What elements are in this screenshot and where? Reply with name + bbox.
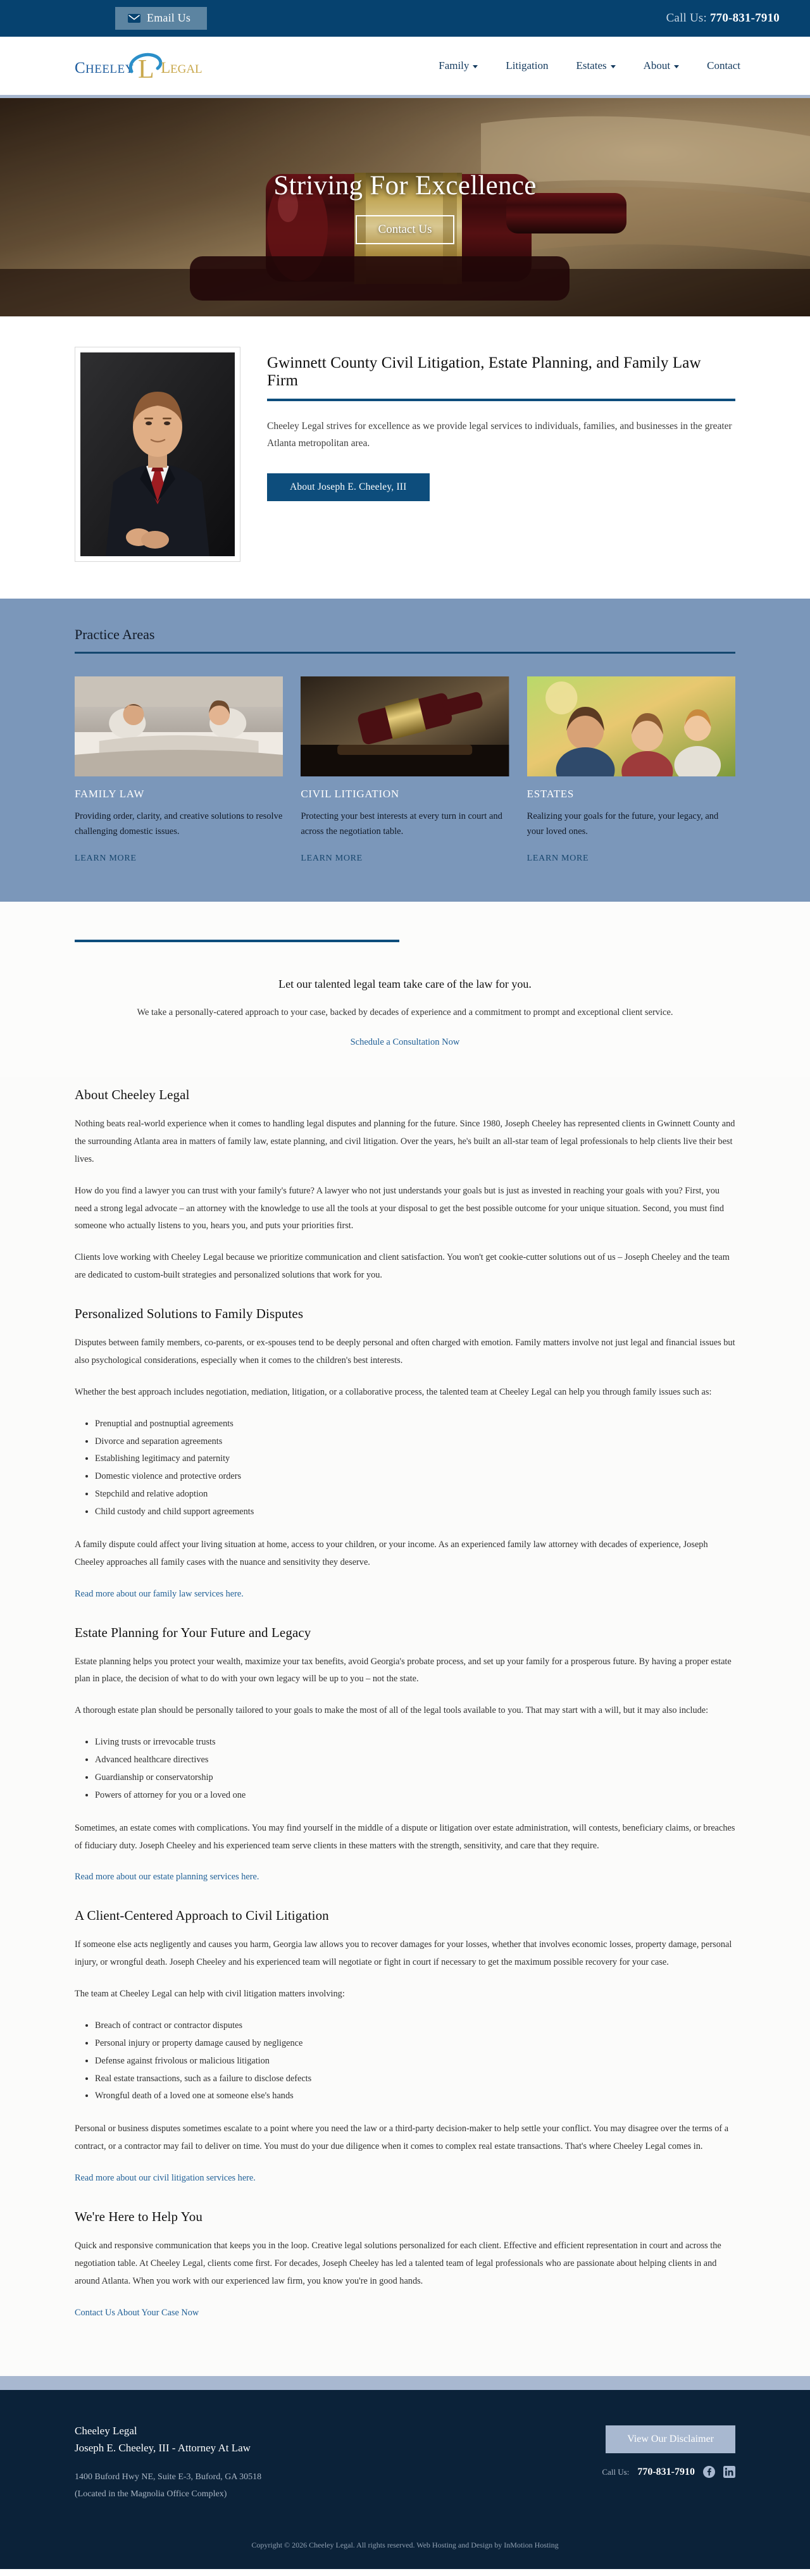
about-paragraph-1: Nothing beats real-world experience when it comes to handling legal disputes and planning for the future. Since 1980, Joseph Cheeley has represented clients in Gwinnett County and the surrounding Atlanta area in matters of family law, estate planning, and civil litigation. Over the years, he's built an all-star team of legal professionals to help clients live their best lives. xyxy=(75,1119,735,1164)
nav-label-about: About xyxy=(643,59,671,72)
list-item: • Living trusts or irrevocable trusts xyxy=(95,1734,735,1752)
estate-heading: Estate Planning for Your Future and Legacy xyxy=(75,1624,311,1640)
svg-text:EGAL: EGAL xyxy=(170,63,202,76)
estate-paragraph-3: Sometimes, an estate comes with complications. You may find yourself in the middle of a dispute or litigation over estate administration, will contests, beneficiary claims, or breaches of fiduciary duty. Joseph Cheeley and his experienced team serve clients in these matters with the strength, sensitivity, and care that they require. xyxy=(75,1822,735,1851)
contact-us-case-link[interactable]: Contact Us About Your Case Now xyxy=(75,2307,199,2318)
help-heading: We're Here to Help You xyxy=(75,2208,202,2224)
intro-paragraph: Cheeley Legal strives for excellence as we provide legal services to individuals, families, and businesses in the greater Atlanta metropolitan area. xyxy=(267,421,732,449)
practice-card-description: Realizing your goals for the future, your legacy, and your loved ones. xyxy=(526,811,719,837)
practice-card-title: FAMILY LAW xyxy=(75,788,145,800)
civil-paragraph-3: Personal or business disputes sometimes escalate to a point where you need the law or a third-party decision-maker to help settle your conflict. You may disagree over the terms of a contract, or a contractor may fail to deliver on time. You must do your due diligence when it comes to complex real estate transactions. That's where Cheeley Legal comes in. xyxy=(75,2124,729,2152)
email-us-label: Email Us xyxy=(147,11,191,24)
footer-address-note: (Located in the Magnolia Office Complex) xyxy=(75,2489,227,2499)
list-item: • Prenuptial and postnuptial agreements xyxy=(95,1416,735,1433)
civil-litigation-read-more-link[interactable]: Read more about our civil litigation services here. xyxy=(75,2173,256,2183)
footer-attorney-name: Joseph E. Cheeley, III - Attorney At Law xyxy=(75,2441,251,2454)
nav-item-litigation[interactable] xyxy=(506,59,548,72)
cta-rule xyxy=(75,940,399,942)
hero-title: Striving For Excellence xyxy=(273,171,537,201)
cta-heading: Let our talented legal team take care of the law for you. xyxy=(278,978,532,990)
list-item: • Personal injury or property damage caused by negligence xyxy=(95,2035,735,2053)
estate-paragraph-1: Estate planning helps you protect your wealth, maximize your tax benefits, avoid Georgia's probate process, and set up your family for a prosperous future. By having a proper estate plan in place, the decision of what to do with your own legacy will be up to you – not the state. xyxy=(75,1656,732,1684)
list-item: • Child custody and child support agreements xyxy=(95,1503,735,1521)
site-footer xyxy=(0,2390,810,2519)
page-title: Gwinnett County Civil Litigation, Estate Planning, and Family Law Firm xyxy=(267,354,701,389)
cta-subheading: We take a personally-catered approach to your case, backed by decades of experience and a commitment to prompt and exceptional client service. xyxy=(137,1007,673,1017)
cheeley-legal-logo-mark xyxy=(75,47,233,84)
footer-phone-number[interactable]: 770-831-7910 xyxy=(637,2466,695,2477)
view-disclaimer-button[interactable]: View Our Disclaimer xyxy=(606,2425,735,2453)
estate-planning-read-more-link[interactable]: Read more about our estate planning services here. xyxy=(75,1872,259,1882)
nav-label-family: Family xyxy=(439,59,470,72)
list-item: • Divorce and separation agreements xyxy=(95,1433,735,1451)
practice-card-title: ESTATES xyxy=(526,788,575,800)
title-underline-rule xyxy=(267,399,735,401)
help-paragraph-1: Quick and responsive communication that keeps you in the loop. Creative legal solutions personalized for each client. Effective and efficient representation in court and across the negotiation table. At Cheeley Legal, clients come first. For decades, Joseph Cheeley has led a talented team of legal professionals who are passionate about helping clients in and around Atlanta. When you work with our experienced law firm, you know you're in good hands. xyxy=(75,2240,721,2286)
main-navigation xyxy=(439,59,740,72)
nav-item-contact[interactable] xyxy=(707,59,740,72)
practice-card-description: Providing order, clarity, and creative solutions to resolve challenging domestic issues. xyxy=(75,811,283,837)
family-paragraph-1: Disputes between family members, co-parents, or ex-spouses tend to be deeply personal and often charged with emotion. Family matters involve not just legal and financial issues but also psychological considerations, especially when it comes to the children's best interests. xyxy=(75,1338,735,1366)
chevron-down-icon xyxy=(611,65,616,68)
about-paragraph-3: Clients love working with Cheeley Legal because we prioritize communication and client satisfaction. You won't get cookie-cutter solutions out of us – Joseph Cheeley and the team are dedicated to custom-built strategies and personalized solutions that work for you. xyxy=(75,1252,730,1281)
hero-contact-us-button[interactable]: Contact Us xyxy=(356,215,455,244)
about-attorney-button[interactable]: About Joseph E. Cheeley, III xyxy=(267,473,430,501)
practice-cards xyxy=(75,676,735,864)
nav-label-contact: Contact xyxy=(707,59,740,72)
practice-card-learn-more-link[interactable]: LEARN MORE xyxy=(301,854,363,863)
facebook-icon[interactable] xyxy=(703,2466,715,2478)
list-item: • Guardianship or conservatorship xyxy=(95,1769,735,1787)
list-item: • Breach of contract or contractor disputes xyxy=(95,2017,735,2035)
list-item: • Domestic violence and protective orders xyxy=(95,1468,735,1486)
family-paragraph-3: A family dispute could affect your living situation at home, access to your children, or your income. As an experienced family law attorney with decades of experience, Joseph Cheeley approaches all family cases with the nuance and sensitivity they deserve. xyxy=(75,1539,708,1567)
civil-paragraph-2: The team at Cheeley Legal can help with civil litigation matters involving: xyxy=(75,1989,345,1999)
top-utility-bar xyxy=(0,0,810,37)
practice-card-learn-more-link[interactable]: LEARN MORE xyxy=(75,854,137,863)
article-section xyxy=(0,1077,810,2376)
civil-services-list xyxy=(87,2017,735,2105)
footer-address: 1400 Buford Hwy NE, Suite E-3, Buford, GA 30518 xyxy=(75,2472,262,2482)
list-item: • Wrongful death of a loved one at someone else's hands xyxy=(95,2088,735,2105)
footer-divider xyxy=(0,2376,810,2390)
family-services-list xyxy=(87,1416,735,1521)
hero-banner xyxy=(0,98,810,316)
list-item: • Real estate transactions, such as a failure to disclose defects xyxy=(95,2070,735,2088)
envelope-icon xyxy=(128,14,140,23)
footer-call-label: Call Us: xyxy=(602,2467,630,2477)
list-item: • Powers of attorney for you or a loved one xyxy=(95,1787,735,1805)
gavel-courtroom-icon xyxy=(301,676,509,776)
site-logo[interactable] xyxy=(75,47,233,84)
footer-firm-name: Cheeley Legal xyxy=(75,2425,137,2437)
footer-call-row xyxy=(602,2466,735,2478)
hero-content xyxy=(0,98,810,316)
schedule-consultation-link[interactable]: Schedule a Consultation Now xyxy=(350,1037,460,1047)
attorney-portrait-frame xyxy=(75,347,240,562)
practice-card-description: Protecting your best interests at every turn in court and across the negotiation table. xyxy=(301,811,502,837)
svg-text:L: L xyxy=(161,59,171,77)
site-header xyxy=(0,37,810,98)
topbar-phone[interactable] xyxy=(666,11,780,25)
list-item: • Stepchild and relative adoption xyxy=(95,1486,735,1503)
estate-paragraph-2: A thorough estate plan should be personally tailored to your goals to make the most of all of the legal tools available to you. That may start with a will, but it may also include: xyxy=(75,1705,709,1716)
chevron-down-icon xyxy=(473,65,478,68)
family-couple-bed-icon xyxy=(75,676,283,776)
civil-paragraph-1: If someone else acts negligently and causes you harm, Georgia law allows you to recover damages for your losses, whether that involves economic losses, property damage, personal injury, or wrongful death. Joseph Cheeley and his experienced team will negotiate or fight in court if necessary to get the maximum possible recovery for your case. xyxy=(75,1939,732,1968)
svg-text:L: L xyxy=(138,55,154,84)
svg-text:HEELEY: HEELEY xyxy=(85,63,134,76)
intro-body xyxy=(267,347,735,501)
list-item: • Defense against frivolous or malicious litigation xyxy=(95,2053,735,2070)
about-heading: About Cheeley Legal xyxy=(75,1087,190,1102)
nav-item-about[interactable] xyxy=(644,59,680,72)
nav-label-estates: Estates xyxy=(576,59,607,72)
footer-actions-block xyxy=(602,2423,735,2478)
practice-card-title: CIVIL LITIGATION xyxy=(301,788,399,800)
footer-contact-block xyxy=(75,2423,602,2503)
list-item: • Advanced healthcare directives xyxy=(95,1752,735,1769)
family-paragraph-2: Whether the best approach includes negotiation, mediation, litigation, or a collaborative process, the talented team at Cheeley Legal can help you through family issues such as: xyxy=(75,1386,712,1397)
list-item: • Establishing legitimacy and paternity xyxy=(95,1450,735,1468)
practice-areas-section xyxy=(0,599,810,902)
chevron-down-icon xyxy=(674,65,679,68)
about-paragraph-2: How do you find a lawyer you can trust with your family's future? A lawyer who not just understands your goals but is just as invested in reaching your goals with you? First, you need a strong legal advocate – an attorney with the knowledge to use all the tools at your disposal to get the best possible outcome for your unique situation. Second, you must find someone who actually listens to you, hears you, and puts your priorities first. xyxy=(75,1185,724,1231)
intro-section xyxy=(0,316,810,599)
topbar-phone-number[interactable]: 770-831-7910 xyxy=(709,11,780,25)
svg-text:C: C xyxy=(75,59,86,77)
copyright-bar: Copyright © 2026 Cheeley Legal. All rights reserved. Web Hosting and Design by InMotion Hosting xyxy=(0,2519,810,2569)
practice-card-civil-litigation[interactable] xyxy=(301,676,509,864)
linkedin-icon[interactable] xyxy=(723,2466,735,2478)
practice-card-family-law[interactable] xyxy=(75,676,283,864)
practice-card-estates[interactable] xyxy=(527,676,735,864)
cta-section xyxy=(0,902,810,1077)
estate-services-list xyxy=(87,1734,735,1805)
practice-heading-rule xyxy=(75,652,735,654)
practice-card-learn-more-link[interactable]: LEARN MORE xyxy=(526,854,589,863)
email-us-button[interactable] xyxy=(115,7,207,30)
nav-item-estates[interactable] xyxy=(576,59,615,72)
family-law-read-more-link[interactable]: Read more about our family law services here. xyxy=(75,1588,244,1599)
practice-areas-heading: Practice Areas xyxy=(75,626,155,642)
family-outdoors-icon xyxy=(527,676,735,776)
family-heading: Personalized Solutions to Family Disputes xyxy=(75,1306,304,1321)
nav-label-litigation: Litigation xyxy=(506,59,549,72)
attorney-portrait-image xyxy=(80,352,235,556)
topbar-call-label: Call Us: xyxy=(666,11,707,25)
civil-heading: A Client-Centered Approach to Civil Litigation xyxy=(75,1908,329,1924)
nav-item-family[interactable] xyxy=(439,59,478,72)
